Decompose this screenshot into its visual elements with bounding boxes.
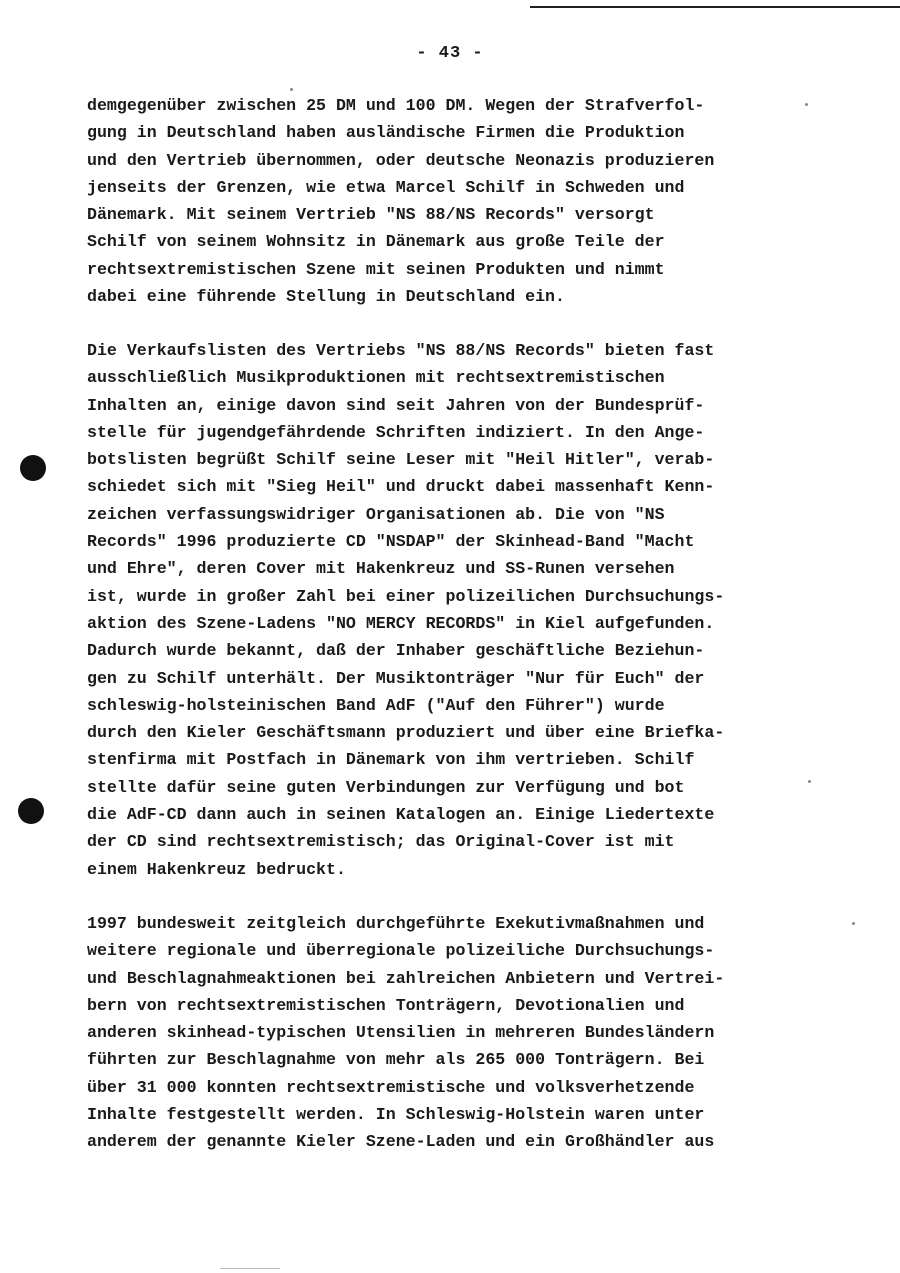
paragraph-2 — [87, 337, 827, 883]
text-line: Inhalten an, einige davon sind seit Jahren von der Bundesprüf- — [87, 395, 705, 415]
text-line: anderen skinhead-typischen Utensilien in mehreren Bundesländern — [87, 1023, 715, 1043]
text-line: gung in Deutschland haben ausländische Firmen die Produktion — [87, 123, 685, 143]
text-line: Dadurch wurde bekannt, daß der Inhaber geschäftliche Beziehun- — [87, 641, 705, 661]
page-number: - 43 - — [416, 44, 484, 63]
text-line: durch den Kieler Geschäftsmann produziert und über eine Briefka- — [87, 723, 725, 743]
text-line: rechtsextremistischen Szene mit seinen Produkten und nimmt — [87, 259, 665, 279]
text-line: anderem der genannte Kieler Szene-Laden und ein Großhändler aus — [87, 1132, 715, 1152]
text-line: die AdF-CD dann auch in seinen Katalogen an. Einige Liedertexte — [87, 805, 715, 825]
text-line: demgegenüber zwischen 25 DM und 100 DM. Wegen der Strafverfol- — [87, 96, 705, 115]
text-line: Die Verkaufslisten des Vertriebs "NS 88/NS Records" bieten fast — [87, 341, 715, 360]
text-line: stenfirma mit Postfach in Dänemark von ihm vertrieben. Schilf — [87, 750, 695, 770]
paragraph-1 — [87, 92, 827, 310]
text-line: stelle für jugendgefährdende Schriften indiziert. In den Ange- — [87, 422, 705, 442]
text-line: führten zur Beschlagnahme von mehr als 265 000 Tonträgern. Bei — [87, 1050, 705, 1070]
text-line: aktion des Szene-Ladens "NO MERCY RECORDS" in Kiel aufgefunden. — [87, 613, 715, 633]
scan-speck — [805, 103, 808, 106]
scan-speck — [808, 780, 811, 783]
text-line: Schilf von seinem Wohnsitz in Dänemark aus große Teile der — [87, 232, 665, 252]
text-line: schiedet sich mit "Sieg Heil" und druckt dabei massenhaft Kenn- — [87, 477, 715, 497]
text-line: weitere regionale und überregionale polizeiliche Durchsuchungs- — [87, 941, 715, 961]
text-line: Records" 1996 produzierte CD "NSDAP" der Skinhead-Band "Macht — [87, 532, 695, 552]
paragraph-3 — [87, 910, 827, 1156]
text-line: 1997 bundesweit zeitgleich durchgeführte Exekutivmaßnahmen und — [87, 914, 705, 933]
text-line: gen zu Schilf unterhält. Der Musiktonträger "Nur für Euch" der — [87, 668, 705, 688]
text-line: Dänemark. Mit seinem Vertrieb "NS 88/NS Records" versorgt — [87, 205, 655, 225]
text-line: zeichen verfassungswidriger Organisationen ab. Die von "NS — [87, 504, 665, 524]
text-line: ist, wurde in großer Zahl bei einer polizeilichen Durchsuchungs- — [87, 586, 725, 606]
text-line: botslisten begrüßt Schilf seine Leser mit "Heil Hitler", verab- — [87, 450, 715, 470]
bottom-edge-mark — [220, 1268, 280, 1269]
margin-punch-hole — [18, 798, 44, 824]
text-line: Inhalte festgestellt werden. In Schleswig-Holstein waren unter — [87, 1105, 705, 1125]
margin-punch-hole — [20, 455, 46, 481]
text-line: und Beschlagnahmeaktionen bei zahlreichen Anbietern und Vertrei- — [87, 968, 725, 988]
text-line: schleswig-holsteinischen Band AdF ("Auf den Führer") wurde — [87, 695, 665, 715]
text-line: ausschließlich Musikproduktionen mit rechtsextremistischen — [87, 368, 665, 388]
text-line: jenseits der Grenzen, wie etwa Marcel Schilf in Schweden und — [87, 177, 685, 197]
text-line: dabei eine führende Stellung in Deutschland ein. — [87, 287, 565, 307]
scan-speck — [290, 88, 293, 91]
text-line: einem Hakenkreuz bedruckt. — [87, 859, 346, 879]
text-line: der CD sind rechtsextremistisch; das Original-Cover ist mit — [87, 832, 675, 852]
text-line: über 31 000 konnten rechtsextremistische und volksverhetzende — [87, 1077, 695, 1097]
text-line: bern von rechtsextremistischen Tonträgern, Devotionalien und — [87, 995, 685, 1015]
text-line: und den Vertrieb übernommen, oder deutsche Neonazis produzieren — [87, 150, 715, 170]
text-line: und Ehre", deren Cover mit Hakenkreuz und SS-Runen versehen — [87, 559, 675, 579]
scan-speck — [852, 922, 855, 925]
text-line: stellte dafür seine guten Verbindungen zur Verfügung und bot — [87, 777, 685, 797]
top-edge-rule — [530, 6, 900, 8]
